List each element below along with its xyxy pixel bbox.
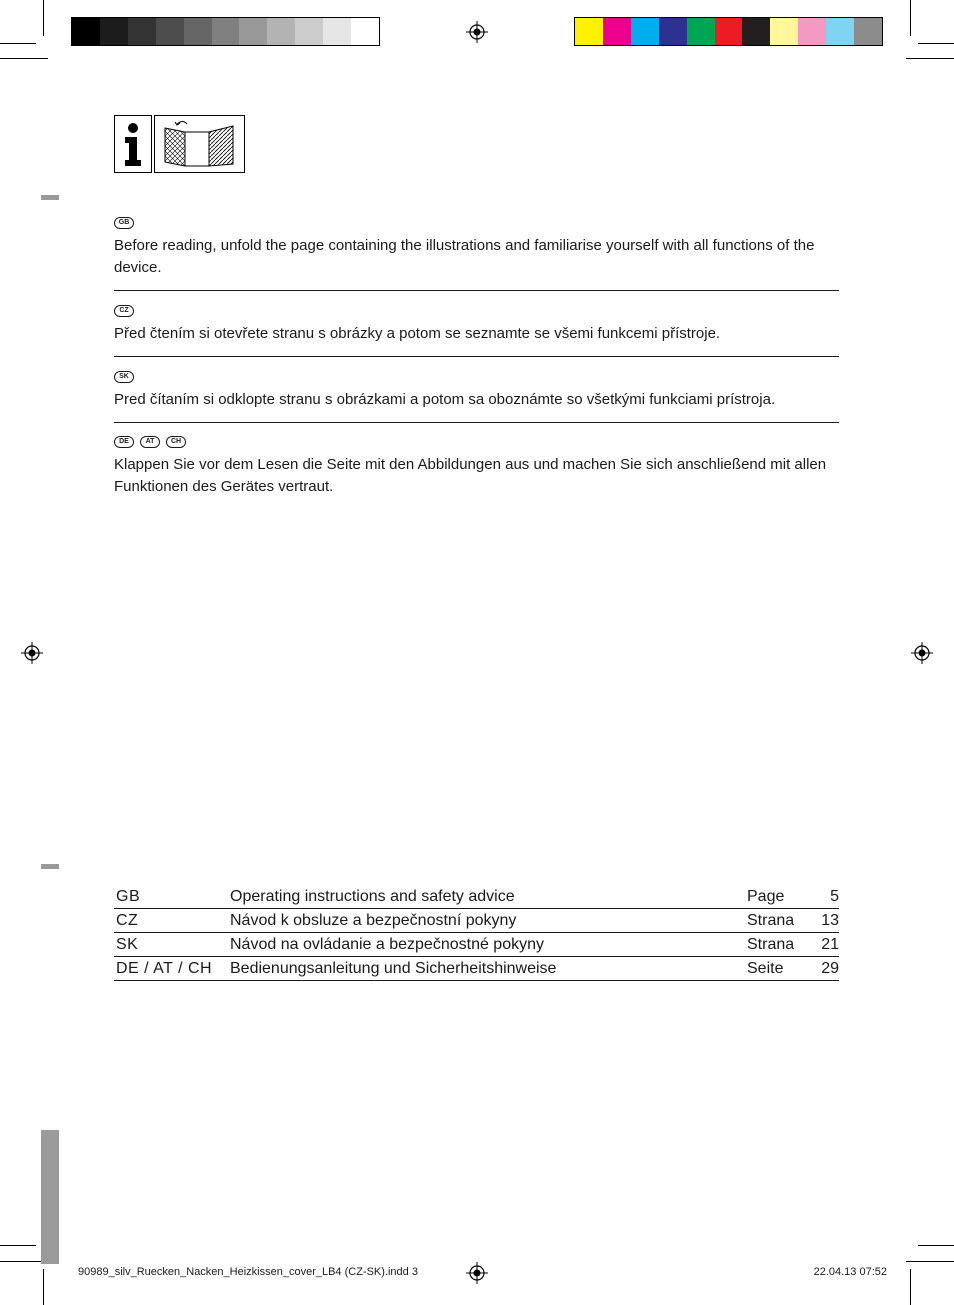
- gray-swatch: [100, 18, 128, 45]
- color-swatch: [742, 18, 770, 45]
- crop-mark: [906, 58, 954, 59]
- footer-filename: 90989_silv_Ruecken_Nacken_Heizkissen_cover_LB4 (CZ-SK).indd 3: [78, 1266, 418, 1278]
- crop-mark: [906, 1261, 954, 1262]
- toc-page-number: 5: [807, 885, 839, 909]
- info-icon: [114, 115, 152, 173]
- gray-swatch: [295, 18, 323, 45]
- divider: [114, 290, 839, 291]
- registration-mark-icon: [466, 1262, 488, 1284]
- language-badges: [114, 436, 839, 450]
- crop-mark: [918, 1245, 954, 1246]
- section-text: Před čtením si otevřete stranu s obrázky a potom se seznamte se všemi funkcemi přístroje.: [114, 325, 721, 342]
- gray-swatch: [212, 18, 240, 45]
- toc-title: Návod na ovládanie a bezpečnostné pokyny: [230, 933, 747, 957]
- toc-row: [114, 909, 839, 933]
- crop-mark: [43, 0, 44, 36]
- color-swatch: [798, 18, 826, 45]
- toc-row: [114, 957, 839, 981]
- process-color-bar: [574, 17, 883, 46]
- toc-language: CZ: [114, 909, 230, 933]
- language-badges: [114, 217, 839, 231]
- color-swatch: [575, 18, 603, 45]
- toc-row: [114, 885, 839, 909]
- table-of-contents: [114, 885, 839, 981]
- crop-mark: [918, 43, 954, 44]
- language-badge: AT: [140, 436, 160, 448]
- section-text: Pred čítaním si odklopte stranu s obrázkami a potom sa oboznámte so všetkými funkciami prístroja.: [114, 391, 776, 408]
- divider: [114, 422, 839, 423]
- crop-mark: [910, 1269, 911, 1305]
- gray-swatch: [239, 18, 267, 45]
- language-badges: [114, 371, 839, 385]
- footer-date: 22.04.13 07:52: [813, 1266, 887, 1278]
- language-badge: GB: [114, 217, 134, 229]
- toc-language: SK: [114, 933, 230, 957]
- gray-swatch: [184, 18, 212, 45]
- toc-page-label: Strana: [747, 909, 807, 933]
- toc-language: GB: [114, 885, 230, 909]
- color-swatch: [603, 18, 631, 45]
- language-badges: [114, 305, 839, 319]
- toc-page-number: 13: [807, 909, 839, 933]
- crop-mark: [910, 0, 911, 36]
- section-gb: [114, 217, 839, 279]
- color-swatch: [687, 18, 715, 45]
- section-sk: [114, 371, 839, 411]
- gray-swatch: [128, 18, 156, 45]
- crop-mark: [43, 1269, 44, 1305]
- color-swatch: [715, 18, 743, 45]
- toc-title: Návod k obsluze a bezpečnostní pokyny: [230, 909, 747, 933]
- section-text: Before reading, unfold the page containing the illustrations and familiarise yourself with all functions of the device.: [114, 237, 815, 276]
- gray-swatch: [267, 18, 295, 45]
- registration-mark-icon: [911, 642, 933, 664]
- side-thumb-strip: [41, 1130, 59, 1264]
- registration-mark-icon: [21, 642, 43, 664]
- toc-page-label: Seite: [747, 957, 807, 981]
- language-badge: SK: [114, 371, 134, 383]
- toc-page-label: Strana: [747, 933, 807, 957]
- section-text: Klappen Sie vor dem Lesen die Seite mit den Abbildungen aus und machen Sie sich anschließend mit allen Funktionen des Gerätes vertraut.: [114, 456, 827, 495]
- color-swatch: [770, 18, 798, 45]
- gray-swatch: [72, 18, 100, 45]
- gray-swatch: [156, 18, 184, 45]
- side-marker: [41, 864, 59, 869]
- color-swatch: [826, 18, 854, 45]
- section-de-at-ch: [114, 436, 839, 498]
- section-cz: [114, 305, 839, 345]
- toc-page-label: Page: [747, 885, 807, 909]
- language-badge: DE: [114, 436, 134, 448]
- toc-title: Bedienungsanleitung und Sicherheitshinweise: [230, 957, 747, 981]
- unfold-page-icon: [154, 115, 245, 173]
- language-badge: CH: [166, 436, 186, 448]
- color-swatch: [631, 18, 659, 45]
- language-badge: CZ: [114, 305, 134, 317]
- gray-swatch: [323, 18, 351, 45]
- registration-mark-icon: [466, 21, 488, 43]
- crop-mark: [0, 58, 48, 59]
- toc-language: DE / AT / CH: [114, 957, 230, 981]
- toc-page-number: 21: [807, 933, 839, 957]
- gray-swatch: [351, 18, 379, 45]
- toc-title: Operating instructions and safety advice: [230, 885, 747, 909]
- color-swatch: [659, 18, 687, 45]
- toc-row: [114, 933, 839, 957]
- toc-page-number: 29: [807, 957, 839, 981]
- crop-mark: [0, 1245, 36, 1246]
- side-marker: [41, 195, 59, 200]
- color-swatch: [854, 18, 882, 45]
- crop-mark: [0, 43, 36, 44]
- divider: [114, 356, 839, 357]
- grayscale-color-bar: [71, 17, 380, 46]
